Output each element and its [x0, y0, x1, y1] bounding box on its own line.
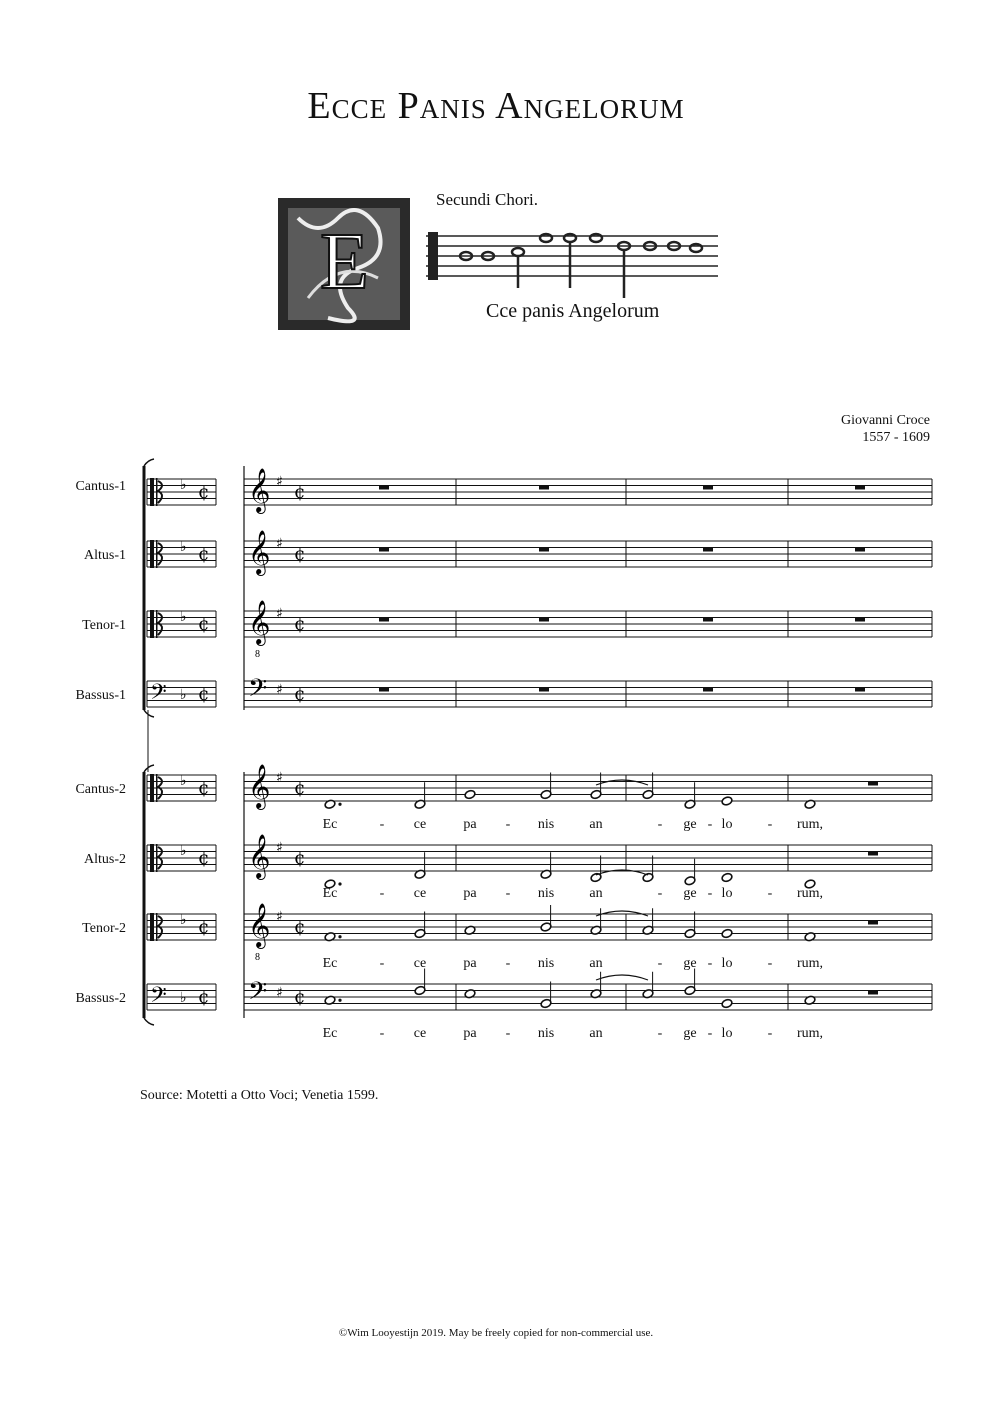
flat-key-signature: ♭: [180, 912, 187, 928]
incipit-c-clef: [156, 540, 158, 568]
cut-time: ¢: [294, 614, 306, 635]
lyric-syllable: rum,: [796, 886, 824, 901]
lyric-syllable: -: [657, 1026, 663, 1041]
lyric-syllable: nis: [537, 1026, 555, 1041]
part-name-altus-1: Altus-1: [84, 548, 126, 563]
lyric-syllable: pa: [463, 817, 477, 832]
incipit-f-clef: 𝄢: [150, 983, 167, 1013]
choir-2-bracket: [144, 1018, 154, 1025]
lyric-syllable: nis: [537, 886, 555, 901]
sharp-key-signature: ♯: [276, 840, 283, 856]
choir-1-bracket: [144, 459, 154, 466]
sharp-key-signature: ♯: [276, 474, 283, 490]
part-name-altus-2: Altus-2: [84, 852, 126, 867]
lyric-syllable: -: [505, 886, 511, 901]
whole-rest: [379, 688, 389, 692]
whole-rest: [703, 486, 713, 490]
choir-1-bracket: [144, 710, 154, 717]
lyric-syllable: nis: [537, 956, 555, 971]
part-name-tenor-1: Tenor-1: [82, 618, 126, 633]
lyric-syllable: -: [767, 956, 773, 971]
incipit-f-clef: 𝄢: [150, 680, 167, 710]
lyric-syllable: -: [657, 956, 663, 971]
augmentation-dot: [338, 803, 341, 806]
lyric-syllable: -: [657, 886, 663, 901]
whole-rest: [703, 618, 713, 622]
whole-rest: [868, 991, 878, 995]
cut-time: ¢: [294, 987, 306, 1008]
lyric-syllable: Ec: [322, 1026, 338, 1041]
lyric-syllable: ce: [413, 817, 427, 832]
whole-rest: [539, 618, 549, 622]
incipit-c-clef: [150, 774, 154, 802]
lyric-syllable: -: [767, 817, 773, 832]
composer-name: Giovanni Croce: [840, 413, 930, 428]
whole-rest: [379, 548, 389, 552]
lyric-syllable: an: [589, 956, 603, 971]
sharp-key-signature: ♯: [276, 770, 283, 786]
flat-key-signature: ♭: [180, 990, 187, 1006]
sharp-key-signature: ♯: [276, 606, 283, 622]
whole-rest: [855, 688, 865, 692]
cut-time: ¢: [198, 614, 210, 635]
cut-time: ¢: [198, 848, 210, 869]
source-note: Source: Motetti a Otto Voci; Venetia 1599.: [140, 1088, 379, 1103]
treble-clef: 𝄞: [248, 903, 271, 947]
cut-time: ¢: [294, 778, 306, 799]
lyric-syllable: -: [707, 817, 713, 832]
incipit-c-clef: [156, 844, 158, 872]
lyric-syllable: Ec: [322, 817, 338, 832]
flat-key-signature: ♭: [180, 609, 187, 625]
incipit-c-clef: [150, 610, 154, 638]
part-name-bassus-1: Bassus-1: [75, 688, 126, 703]
whole-rest: [539, 688, 549, 692]
cut-time: ¢: [294, 684, 306, 705]
octave-8-marker: 8: [255, 649, 260, 660]
lyric-syllable: -: [657, 817, 663, 832]
lyric-syllable: Ec: [322, 956, 338, 971]
treble-clef: 𝄞: [248, 468, 271, 512]
augmentation-dot: [338, 999, 341, 1002]
cut-time: ¢: [294, 917, 306, 938]
lyric-syllable: lo: [721, 817, 733, 832]
copyright-note: ©Wim Looyestijn 2019. May be freely copied for non-commercial use.: [338, 1327, 654, 1339]
augmentation-dot: [338, 935, 341, 938]
tie: [596, 975, 648, 980]
flat-key-signature: ♭: [180, 773, 187, 789]
sharp-key-signature: ♯: [276, 682, 283, 698]
lyric-syllable: pa: [463, 886, 477, 901]
lyric-syllable: -: [379, 817, 385, 832]
cut-time: ¢: [198, 482, 210, 503]
lyric-syllable: ge: [683, 1026, 697, 1041]
tie: [596, 911, 648, 916]
treble-clef: 𝄞: [248, 764, 271, 808]
incipit-label: Secundi Chori.: [436, 190, 538, 209]
lyric-syllable: -: [379, 1026, 385, 1041]
cut-time: ¢: [198, 684, 210, 705]
lyric-syllable: -: [505, 1026, 511, 1041]
whole-note: [721, 872, 733, 882]
initial-letter: E: [320, 218, 369, 306]
bass-clef: 𝄢: [248, 977, 268, 1012]
cut-time: ¢: [198, 544, 210, 565]
whole-rest: [703, 548, 713, 552]
part-name-tenor-2: Tenor-2: [82, 921, 126, 936]
incipit-c-clef: [156, 610, 158, 638]
whole-rest: [703, 688, 713, 692]
lyric-syllable: ge: [683, 886, 697, 901]
cut-time: ¢: [198, 778, 210, 799]
flat-key-signature: ♭: [180, 539, 187, 555]
lyric-syllable: -: [767, 1026, 773, 1041]
whole-rest: [855, 548, 865, 552]
flat-key-signature: ♭: [180, 687, 187, 703]
whole-note: [464, 789, 476, 799]
lyric-syllable: -: [707, 1026, 713, 1041]
whole-rest: [855, 486, 865, 490]
incipit-text: Cce panis Angelorum: [486, 300, 660, 322]
lyric-syllable: rum,: [796, 817, 824, 832]
whole-rest: [855, 618, 865, 622]
lyric-syllable: -: [707, 956, 713, 971]
lyric-syllable: an: [589, 817, 603, 832]
lyric-syllable: Ec: [322, 886, 338, 901]
part-name-cantus-1: Cantus-1: [75, 479, 126, 494]
lyric-syllable: rum,: [796, 1026, 824, 1041]
part-name-cantus-2: Cantus-2: [75, 782, 126, 797]
lyric-syllable: ge: [683, 817, 697, 832]
page-title: Ecce Panis Angelorum: [307, 85, 685, 127]
lyric-syllable: -: [707, 886, 713, 901]
incipit-c-clef: [150, 844, 154, 872]
whole-note: [721, 998, 733, 1008]
flat-key-signature: ♭: [180, 843, 187, 859]
whole-rest: [539, 548, 549, 552]
lyric-syllable: -: [379, 886, 385, 901]
lyric-syllable: pa: [463, 956, 477, 971]
lyric-syllable: ce: [413, 956, 427, 971]
lyric-syllable: -: [767, 886, 773, 901]
lyric-syllable: nis: [537, 817, 555, 832]
whole-note: [721, 796, 733, 806]
treble-clef: 𝄞: [248, 530, 271, 574]
incipit-c-clef: [156, 774, 158, 802]
whole-rest: [379, 486, 389, 490]
incipit-c-clef: [150, 913, 154, 941]
tie: [596, 780, 648, 785]
treble-clef: 𝄞: [248, 600, 271, 644]
whole-rest: [868, 921, 878, 925]
cut-time: ¢: [198, 987, 210, 1008]
lyric-syllable: lo: [721, 956, 733, 971]
cut-time: ¢: [198, 917, 210, 938]
augmentation-dot: [338, 882, 341, 885]
incipit-c-clef: [150, 540, 154, 568]
lyric-syllable: an: [589, 886, 603, 901]
incipit-c-clef: [150, 478, 154, 506]
cut-time: ¢: [294, 848, 306, 869]
lyric-syllable: rum,: [796, 956, 824, 971]
lyric-syllable: lo: [721, 1026, 733, 1041]
choir-2-bracket: [144, 765, 154, 772]
lyric-syllable: pa: [463, 1026, 477, 1041]
lyric-syllable: ce: [413, 1026, 427, 1041]
composer-dates: 1557 - 1609: [862, 430, 930, 445]
incipit-c-clef: [156, 478, 158, 506]
sharp-key-signature: ♯: [276, 536, 283, 552]
sharp-key-signature: ♯: [276, 985, 283, 1001]
part-name-bassus-2: Bassus-2: [75, 991, 126, 1006]
whole-rest: [868, 782, 878, 786]
lyric-syllable: ge: [683, 956, 697, 971]
octave-8-marker: 8: [255, 952, 260, 963]
whole-rest: [539, 486, 549, 490]
lyric-syllable: an: [589, 1026, 603, 1041]
lyric-syllable: ce: [413, 886, 427, 901]
lyric-syllable: lo: [721, 886, 733, 901]
whole-note: [721, 928, 733, 938]
cut-time: ¢: [294, 544, 306, 565]
lyric-syllable: -: [505, 817, 511, 832]
sharp-key-signature: ♯: [276, 909, 283, 925]
bass-clef: 𝄢: [248, 674, 268, 709]
lyric-syllable: -: [505, 956, 511, 971]
incipit-c-clef: [156, 913, 158, 941]
whole-rest: [868, 852, 878, 856]
treble-clef: 𝄞: [248, 834, 271, 878]
flat-key-signature: ♭: [180, 477, 187, 493]
cut-time: ¢: [294, 482, 306, 503]
lyric-syllable: -: [379, 956, 385, 971]
whole-rest: [379, 618, 389, 622]
